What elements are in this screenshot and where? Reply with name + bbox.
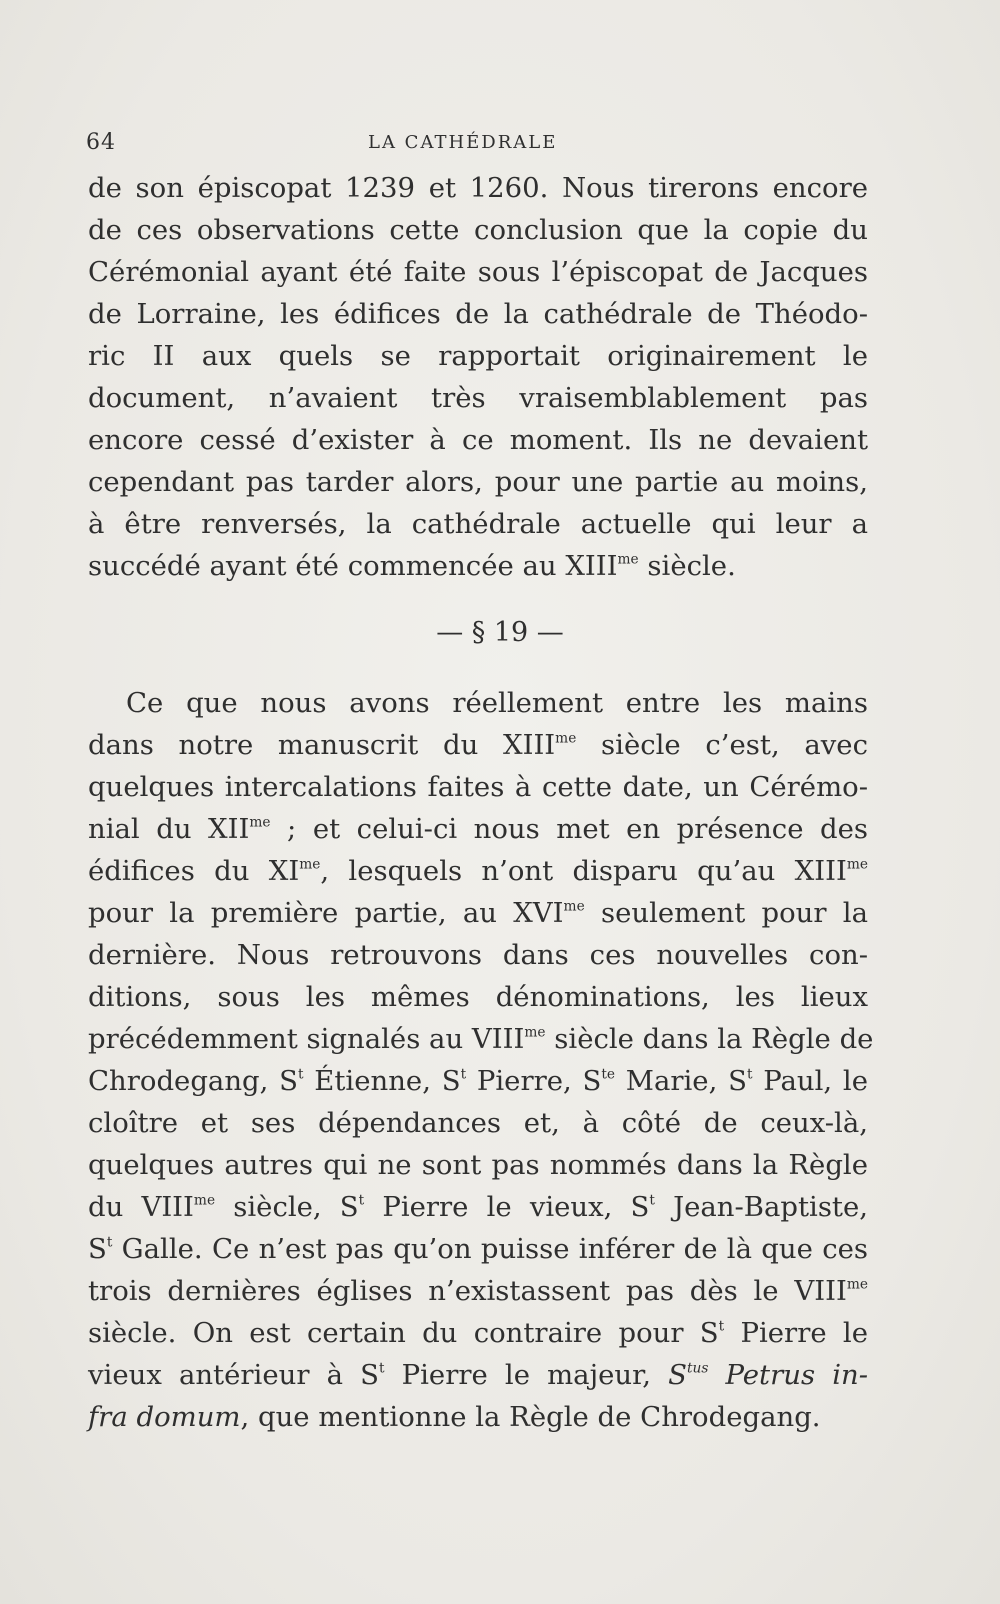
text-line (88, 545, 868, 587)
text-run: Marie, S (615, 1065, 747, 1097)
text-run: siècle dans la Règle de (545, 1023, 874, 1055)
superscript: te (601, 1066, 616, 1083)
text-run: dans notre manuscrit du XIII (88, 729, 556, 761)
section-heading: — § 19 — (436, 617, 564, 648)
text-line: à être renversés, la cathédrale actuelle qui leur a (88, 508, 868, 540)
superscript: t (298, 1066, 304, 1083)
text-run: Chrodegang, S (88, 1065, 298, 1097)
superscript: t (718, 1318, 725, 1335)
superscript: t (460, 1066, 467, 1083)
text-run: du VIII (88, 1191, 194, 1223)
text-run: siècle. (638, 550, 736, 582)
text-line: dernière. Nous retrouvons dans ces nouvelles con- (88, 939, 868, 971)
text-line: cloître et ses dépendances et, à côté de ceux-là, (88, 1107, 868, 1139)
italic-text (668, 1359, 868, 1391)
superscript: t (358, 1192, 365, 1209)
superscript: me (617, 551, 639, 568)
text-run: nial du XII (88, 813, 250, 845)
text-run: S (88, 1233, 107, 1265)
superscript: t (106, 1234, 113, 1251)
text-run: Pierre le majeur, (384, 1359, 669, 1391)
text-line (88, 892, 868, 934)
superscript: me (193, 1192, 216, 1209)
text-line: cependant pas tarder alors, pour une partie au moins, (88, 466, 868, 498)
text-run: Pierre, S (466, 1065, 602, 1097)
italic-text: fra domum (88, 1401, 241, 1433)
page-header (86, 130, 876, 160)
paragraph-section-19 (88, 682, 874, 1438)
superscript: me (299, 856, 321, 873)
text-run: , lesquels n’ont disparu qu’au XIII (320, 855, 847, 887)
text-run: trois dernières églises n’existassent pas dès le VIII (88, 1275, 847, 1307)
text-line (88, 1228, 868, 1270)
text-line: quelques autres qui ne sont pas nommés dans la Règle (88, 1149, 868, 1181)
text-run: précédemment signalés au VIII (88, 1023, 525, 1055)
paragraph-continued (88, 167, 868, 587)
superscript: t (746, 1066, 753, 1083)
text-run: Paul, le (752, 1065, 868, 1097)
text-line (88, 1312, 868, 1354)
text-line: document, n’avaient très vraisemblablement pas (88, 382, 868, 414)
text-run: siècle c’est, avec (576, 729, 868, 761)
text-line (88, 808, 868, 850)
text-line: Cérémonial ayant été faite sous l’épiscopat de Jacques (88, 256, 868, 288)
text-run: Galle. Ce n’est pas qu’on puisse inférer de là que ces (112, 1233, 868, 1265)
text-run: ; et celui-ci nous met en présence des (270, 813, 868, 845)
superscript: t (649, 1192, 655, 1209)
superscript: t (378, 1360, 385, 1377)
superscript: me (563, 898, 585, 915)
page-number: 64 (86, 130, 116, 155)
superscript: me (846, 1276, 868, 1293)
running-title: LA CATHÉDRALE (368, 132, 558, 153)
superscript: tus (686, 1360, 709, 1377)
text-line (88, 1060, 868, 1102)
text-line (88, 1270, 868, 1312)
superscript: me (524, 1024, 546, 1041)
text-run: siècle, S (215, 1191, 359, 1223)
text-run: siècle. On est certain du contraire pour S (88, 1317, 719, 1349)
text-line: de son épiscopat 1239 et 1260. Nous tirerons encore (88, 172, 868, 204)
text-line (88, 1018, 874, 1060)
text-line (88, 1354, 868, 1396)
text-run: succédé ayant été commencée au XIII (88, 550, 618, 582)
text-run: seulement pour la (584, 897, 868, 929)
text-line: ditions, sous les mêmes dénominations, les lieux (88, 981, 868, 1013)
text-run: pour la première partie, au XVI (88, 897, 564, 929)
text-run: vieux antérieur à S (88, 1359, 379, 1391)
text-line: de ces observations cette conclusion que la copie du (88, 214, 868, 246)
text-run: Pierre le (724, 1317, 868, 1349)
text-run: , que mentionne la Règle de Chrodegang. (240, 1401, 821, 1433)
text-line: quelques intercalations faites à cette date, un Cérémo- (88, 771, 868, 803)
text-line: encore cessé d’exister à ce moment. Ils ne devaient (88, 424, 868, 456)
text-run: Pierre le vieux, S (364, 1191, 650, 1223)
text-line (88, 850, 868, 892)
text-line (88, 1186, 868, 1228)
text-line: Ce que nous avons réellement entre les mains (126, 687, 868, 719)
text-run: Petrus in- (708, 1359, 868, 1391)
text-run: édifices du XI (88, 855, 300, 887)
text-line (88, 724, 868, 766)
text-line: ric II aux quels se rapportait originairement le (88, 340, 868, 372)
superscript: me (846, 856, 868, 873)
text-run: Jean-Baptiste, (654, 1191, 868, 1223)
superscript: me (249, 814, 271, 831)
text-line: de Lorraine, les édifices de la cathédrale de Théodo- (88, 298, 868, 330)
text-run: S (668, 1359, 687, 1391)
text-run: Étienne, S (303, 1065, 461, 1097)
superscript: me (555, 730, 577, 747)
text-line (88, 1396, 868, 1438)
